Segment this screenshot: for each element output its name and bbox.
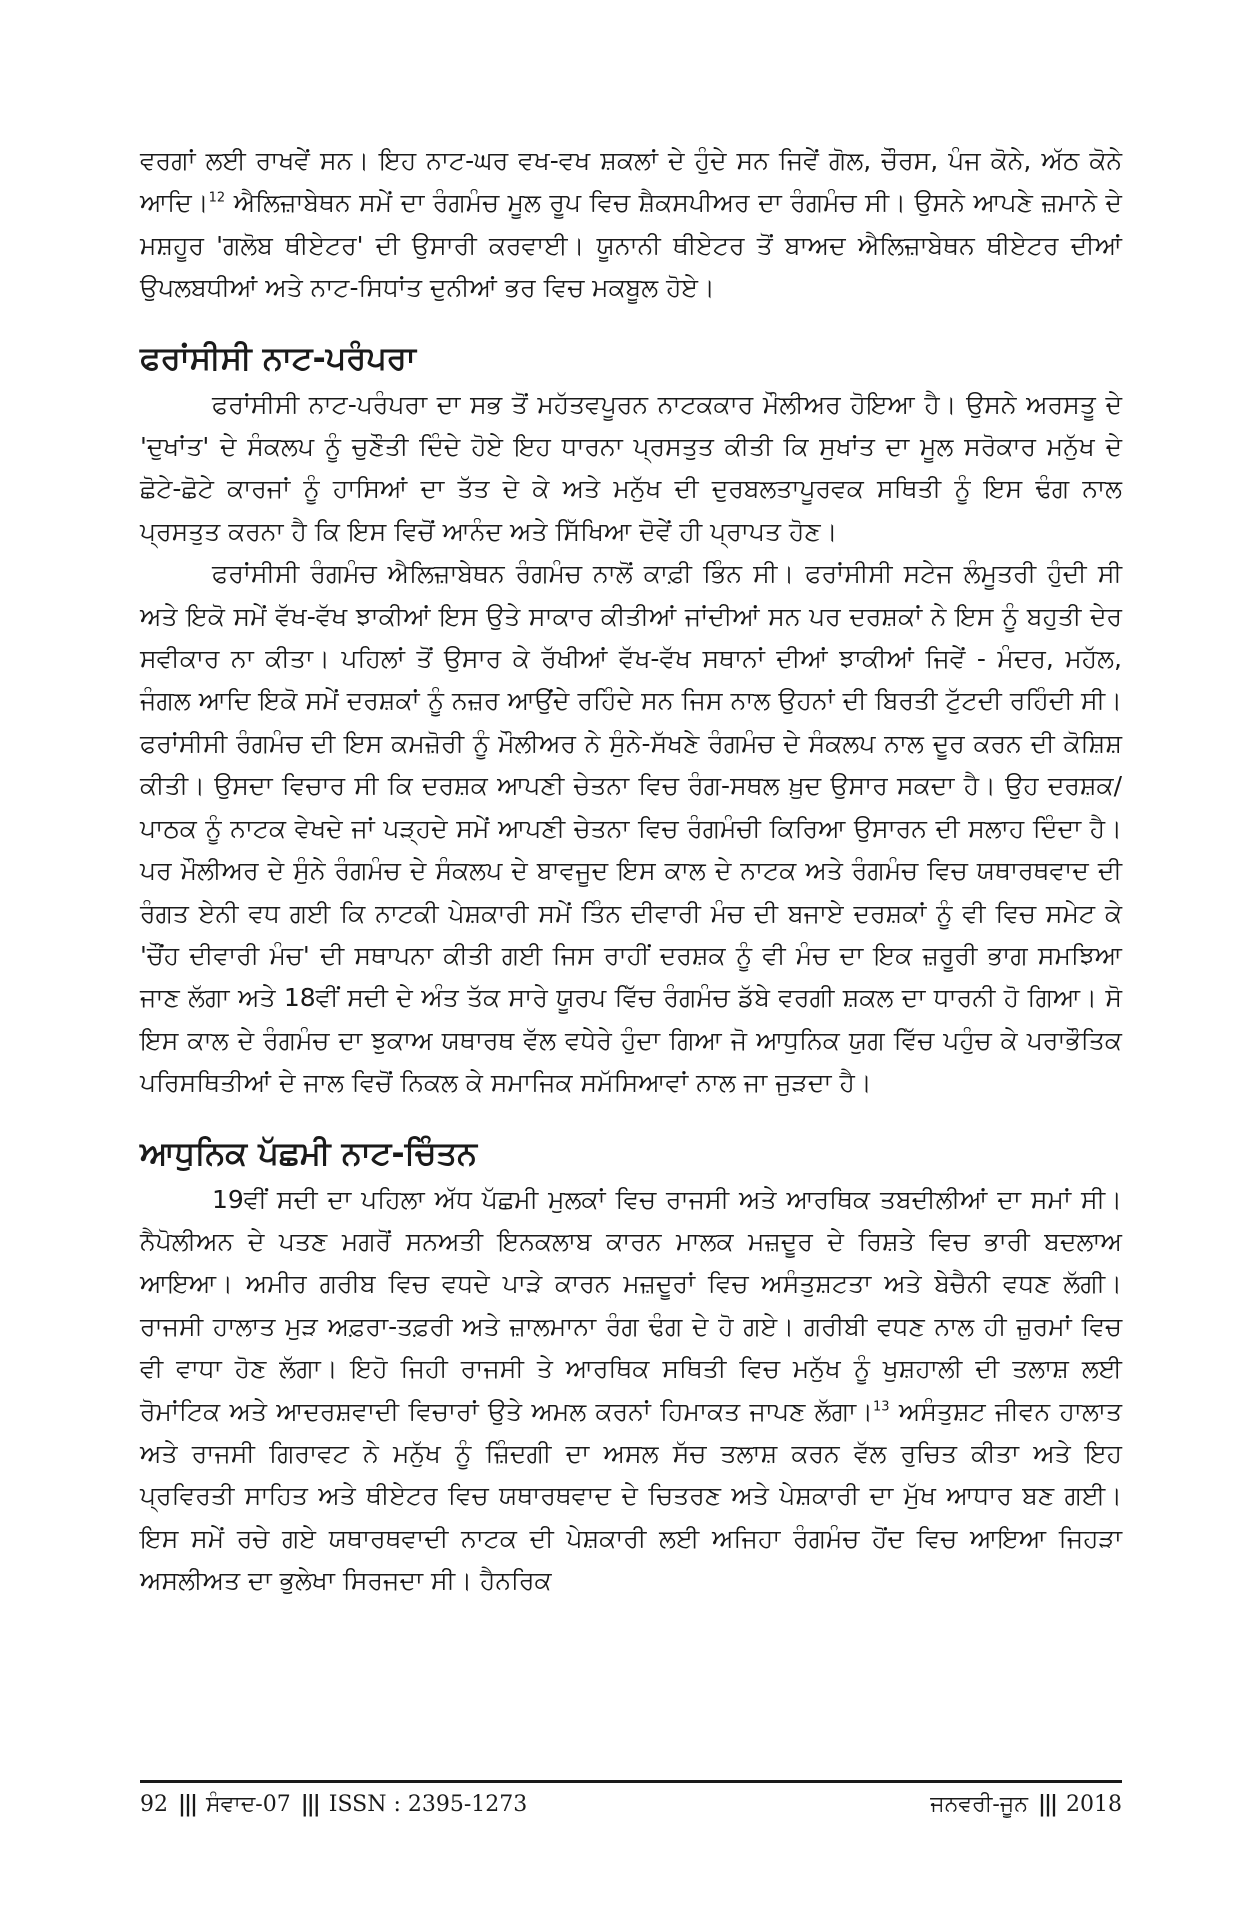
separator-bars: |||	[300, 1791, 319, 1817]
paragraph-text: ਵਰਗਾਂ ਲਈ ਰਾਖਵੇਂ ਸਨ। ਇਹ ਨਾਟ-ਘਰ ਵਖ-ਵਖ ਸ਼ਕਲਾਂ ਦੇ ਹੁੰਦੇ ਸਨ ਜਿਵੇਂ ਗੋਲ, ਚੌਰਸ, ਪੰਜ ਕੋਨੇ, ਅੱਠ ਕੋਨੇ ਆਦਿ।	[140, 146, 1122, 218]
separator-bars: |||	[1037, 1791, 1056, 1817]
footer-left	[140, 1791, 527, 1817]
article-body	[140, 140, 1122, 1603]
footnote-marker[interactable]: 12	[208, 191, 226, 207]
separator-bars: |||	[178, 1791, 197, 1817]
paragraph-text: 19ਵੀਂ ਸਦੀ ਦਾ ਪਹਿਲਾ ਅੱਧ ਪੱਛਮੀ ਮੁਲਕਾਂ ਵਿਚ ਰਾਜਸੀ ਅਤੇ ਆਰਥਿਕ ਤਬਦੀਲੀਆਂ ਦਾ ਸਮਾਂ ਸੀ। ਨੈਪੋਲੀਅਨ ਦੇ ਪਤਣ ਮਗਰੋਂ ਸਨਅਤੀ ਇਨਕਲਾਬ ਕਾਰਨ ਮਾਲਕ ਮਜ਼ਦੂਰ ਦੇ ਰਿਸ਼ਤੇ ਵਿਚ ਭਾਰੀ ਬਦਲਾਅ ਆਇਆ। ਅਮੀਰ ਗਰੀਬ ਵਿਚ ਵਧਦੇ ਪਾੜੇ ਕਾਰਨ ਮਜ਼ਦੂਰਾਂ ਵਿਚ ਅਸੰਤੁਸ਼ਟਤਾ ਅਤੇ ਬੇਚੈਨੀ ਵਧਣ ਲੱਗੀ। ਰਾਜਸੀ ਹਾਲਾਤ ਮੁੜ ਅਫ਼ਰਾ-ਤਫ਼ਰੀ ਅਤੇ ਜ਼ਾਲਮਾਨਾ ਰੰਗ ਢੰਗ ਦੇ ਹੋ ਗਏ। ਗਰੀਬੀ ਵਧਣ ਨਾਲ ਹੀ ਜ਼ੁਰਮਾਂ ਵਿਚ ਵੀ ਵਾਧਾ ਹੋਣ ਲੱਗਾ। ਇਹੋ ਜਿਹੀ ਰਾਜਸੀ ਤੇ ਆਰਥਿਕ ਸਥਿਤੀ ਵਿਚ ਮਨੁੱਖ ਨੂੰ ਖੁਸ਼ਹਾਲੀ ਦੀ ਤਲਾਸ਼ ਲਈ ਰੋਮਾਂਟਿਕ ਅਤੇ ਆਦਰਸ਼ਵਾਦੀ ਵਿਚਾਰਾਂ ਉਤੇ ਅਮਲ ਕਰਨਾਂ ਹਿਮਾਕਤ ਜਾਪਣ ਲੱਗਾ।	[140, 1184, 1122, 1426]
issn-number: ISSN : 2395-1273	[328, 1791, 528, 1817]
paragraph-elizabethan-continuation	[140, 140, 1122, 310]
paragraph-19th-century	[140, 1179, 1122, 1603]
section-heading-french-tradition: ਫਰਾਂਸੀਸੀ ਨਾਟ-ਪਰੰਪਰਾ	[140, 338, 416, 377]
issue-period: ਜਨਵਰੀ-ਜੂਨ	[930, 1791, 1028, 1817]
section-heading-modern-western-thought: ਆਧੁਨਿਕ ਪੱਛਮੀ ਨਾਟ-ਚਿੰਤਨ	[140, 1133, 478, 1172]
paragraph-moliere: ਫਰਾਂਸੀਸੀ ਨਾਟ-ਪਰੰਪਰਾ ਦਾ ਸਭ ਤੋਂ ਮਹੱਤਵਪੂਰਨ ਨਾਟਕਕਾਰ ਮੌਲੀਅਰ ਹੋਇਆ ਹੈ। ਉਸਨੇ ਅਰਸਤੂ ਦੇ 'ਦੁਖਾਂਤ' ਦੇ ਸੰਕਲਪ ਨੂੰ ਚੁਣੌਤੀ ਦਿੰਦੇ ਹੋਏ ਇਹ ਧਾਰਨਾ ਪ੍ਰਸਤੁਤ ਕੀਤੀ ਕਿ ਸੁਖਾਂਤ ਦਾ ਮੂਲ ਸਰੋਕਾਰ ਮਨੁੱਖ ਦੇ ਛੋਟੇ-ਛੋਟੇ ਕਾਰਜਾਂ ਨੂੰ ਹਾਸਿਆਂ ਦਾ ਤੱਤ ਦੇ ਕੇ ਅਤੇ ਮਨੁੱਖ ਦੀ ਦੁਰਬਲਤਾਪੂਰਵਕ ਸਥਿਤੀ ਨੂੰ ਇਸ ਢੰਗ ਨਾਲ ਪ੍ਰਸਤੁਤ ਕਰਨਾ ਹੈ ਕਿ ਇਸ ਵਿਚੋਂ ਆਨੰਦ ਅਤੇ ਸਿੱਖਿਆ ਦੋਵੇਂ ਹੀ ਪ੍ਰਾਪਤ ਹੋਣ।	[140, 389, 1122, 546]
footnote-marker[interactable]: 13	[873, 1399, 890, 1415]
paragraph-text: ਅਸੰਤੁਸ਼ਟ ਜੀਵਨ ਹਾਲਾਤ ਅਤੇ ਰਾਜਸੀ ਗਿਰਾਵਟ ਨੇ ਮਨੁੱਖ ਨੂੰ ਜ਼ਿੰਦਗੀ ਦਾ ਅਸਲ ਸੱਚ ਤਲਾਸ਼ ਕਰਨ ਵੱਲ ਰੁਚਿਤ ਕੀਤਾ ਅਤੇ ਇਹ ਪ੍ਰਵਿਰਤੀ ਸਾਹਿਤ ਅਤੇ ਥੀਏਟਰ ਵਿਚ ਯਥਾਰਥਵਾਦ ਦੇ ਚਿਤਰਣ ਅਤੇ ਪੇਸ਼ਕਾਰੀ ਦਾ ਮੁੱਖ ਆਧਾਰ ਬਣ ਗਈ। ਇਸ ਸਮੇਂ ਰਚੇ ਗਏ ਯਥਾਰਥਵਾਦੀ ਨਾਟਕ ਦੀ ਪੇਸ਼ਕਾਰੀ ਲਈ ਅਜਿਹਾ ਰੰਗਮੰਚ ਹੋਂਦ ਵਿਚ ਆਇਆ ਜਿਹੜਾ ਅਸਲੀਅਤ ਦਾ ਭੁਲੇਖਾ ਸਿਰਜਦਾ ਸੀ। ਹੈਨਰਿਕ	[140, 1396, 1123, 1596]
journal-name: ਸੰਵਾਦ-07	[206, 1791, 291, 1817]
paragraph-text: ਐਲਿਜ਼ਾਬੇਥਨ ਸਮੇਂ ਦਾ ਰੰਗਮੰਚ ਮੂਲ ਰੂਪ ਵਿਚ ਸ਼ੈਕਸਪੀਅਰ ਦਾ ਰੰਗਮੰਚ ਸੀ। ਉਸਨੇ ਆਪਣੇ ਜ਼ਮਾਨੇ ਦੇ ਮਸ਼ਹੂਰ 'ਗਲੋਬ ਥੀਏਟਰ' ਦੀ ਉਸਾਰੀ ਕਰਵਾਈ। ਯੂਨਾਨੀ ਥੀਏਟਰ ਤੋਂ ਬਾਅਦ ਐਲਿਜ਼ਾਬੇਥਨ ਥੀਏਟਰ ਦੀਆਂ ਉਪਲਬਧੀਆਂ ਅਤੇ ਨਾਟ-ਸਿਧਾਂਤ ਦੁਨੀਆਂ ਭਰ ਵਿਚ ਮਕਬੂਲ ਹੋਏ।	[140, 188, 1122, 303]
footer-right	[930, 1791, 1122, 1817]
issue-year: 2018	[1066, 1791, 1122, 1817]
paragraph-french-stage: ਫਰਾਂਸੀਸੀ ਰੰਗਮੰਚ ਐਲਿਜ਼ਾਬੇਥਨ ਰੰਗਮੰਚ ਨਾਲੋਂ ਕਾਫ਼ੀ ਭਿੰਨ ਸੀ। ਫਰਾਂਸੀਸੀ ਸਟੇਜ ਲੰਮੂਤਰੀ ਹੁੰਦੀ ਸੀ ਅਤੇ ਇਕੋ ਸਮੇਂ ਵੱਖ-ਵੱਖ ਝਾਕੀਆਂ ਇਸ ਉਤੇ ਸਾਕਾਰ ਕੀਤੀਆਂ ਜਾਂਦੀਆਂ ਸਨ ਪਰ ਦਰਸ਼ਕਾਂ ਨੇ ਇਸ ਨੂੰ ਬਹੁਤੀ ਦੇਰ ਸਵੀਕਾਰ ਨਾ ਕੀਤਾ। ਪਹਿਲਾਂ ਤੋਂ ਉਸਾਰ ਕੇ ਰੱਖੀਆਂ ਵੱਖ-ਵੱਖ ਸਥਾਨਾਂ ਦੀਆਂ ਝਾਕੀਆਂ ਜਿਵੇਂ - ਮੰਦਰ, ਮਹੱਲ, ਜੰਗਲ ਆਦਿ ਇਕੋ ਸਮੇਂ ਦਰਸ਼ਕਾਂ ਨੂੰ ਨਜ਼ਰ ਆਉਂਦੇ ਰਹਿੰਦੇ ਸਨ ਜਿਸ ਨਾਲ ਉਹਨਾਂ ਦੀ ਬਿਰਤੀ ਟੁੱਟਦੀ ਰਹਿੰਦੀ ਸੀ। ਫਰਾਂਸੀਸੀ ਰੰਗਮੰਚ ਦੀ ਇਸ ਕਮਜ਼ੋਰੀ ਨੂੰ ਮੌਲੀਅਰ ਨੇ ਸੁੰਨੇ-ਸੱਖਣੇ ਰੰਗਮੰਚ ਦੇ ਸੰਕਲਪ ਨਾਲ ਦੂਰ ਕਰਨ ਦੀ ਕੋਸ਼ਿਸ਼ ਕੀਤੀ। ਉਸਦਾ ਵਿਚਾਰ ਸੀ ਕਿ ਦਰਸ਼ਕ ਆਪਣੀ ਚੇਤਨਾ ਵਿਚ ਰੰਗ-ਸਥਲ ਖ਼ੁਦ ਉਸਾਰ ਸਕਦਾ ਹੈ। ਉਹ ਦਰਸ਼ਕ/ਪਾਠਕ ਨੂੰ ਨਾਟਕ ਵੇਖਦੇ ਜਾਂ ਪੜ੍ਹਦੇ ਸਮੇਂ ਆਪਣੀ ਚੇਤਨਾ ਵਿਚ ਰੰਗਮੰਚੀ ਕਿਰਿਆ ਉਸਾਰਨ ਦੀ ਸਲਾਹ ਦਿੰਦਾ ਹੈ। ਪਰ ਮੌਲੀਅਰ ਦੇ ਸੁੰਨੇ ਰੰਗਮੰਚ ਦੇ ਸੰਕਲਪ ਦੇ ਬਾਵਜੂਦ ਇਸ ਕਾਲ ਦੇ ਨਾਟਕ ਅਤੇ ਰੰਗਮੰਚ ਵਿਚ ਯਥਾਰਥਵਾਦ ਦੀ ਰੰਗਤ ਏਨੀ ਵਧ ਗਈ ਕਿ ਨਾਟਕੀ ਪੇਸ਼ਕਾਰੀ ਸਮੇਂ ਤਿੰਨ ਦੀਵਾਰੀ ਮੰਚ ਦੀ ਬਜਾਏ ਦਰਸ਼ਕਾਂ ਨੂੰ ਵੀ ਵਿਚ ਸਮੇਟ ਕੇ 'ਚੌਂਹ ਦੀਵਾਰੀ ਮੰਚ' ਦੀ ਸਥਾਪਨਾ ਕੀਤੀ ਗਈ ਜਿਸ ਰਾਹੀਂ ਦਰਸ਼ਕ ਨੂੰ ਵੀ ਮੰਚ ਦਾ ਇਕ ਜ਼ਰੂਰੀ ਭਾਗ ਸਮਝਿਆ ਜਾਣ ਲੱਗਾ ਅਤੇ 18ਵੀਂ ਸਦੀ ਦੇ ਅੰਤ ਤੱਕ ਸਾਰੇ ਯੂਰਪ ਵਿੱਚ ਰੰਗਮੰਚ ਡੱਬੇ ਵਰਗੀ ਸ਼ਕਲ ਦਾ ਧਾਰਨੀ ਹੋ ਗਿਆ। ਸੋ ਇਸ ਕਾਲ ਦੇ ਰੰਗਮੰਚ ਦਾ ਝੁਕਾਅ ਯਥਾਰਥ ਵੱਲ ਵਧੇਰੇ ਹੁੰਦਾ ਗਿਆ ਜੋ ਆਧੁਨਿਕ ਯੁਗ ਵਿੱਚ ਪਹੁੰਚ ਕੇ ਪਰਾਭੌਤਿਕ ਪਰਿਸਥਿਤੀਆਂ ਦੇ ਜਾਲ ਵਿਚੋਂ ਨਿਕਲ ਕੇ ਸਮਾਜਿਕ ਸਮੱਸਿਆਵਾਂ ਨਾਲ ਜਾ ਜੁੜਦਾ ਹੈ।	[140, 559, 1122, 1098]
page-number: 92	[140, 1791, 168, 1817]
page-footer	[140, 1780, 1122, 1817]
